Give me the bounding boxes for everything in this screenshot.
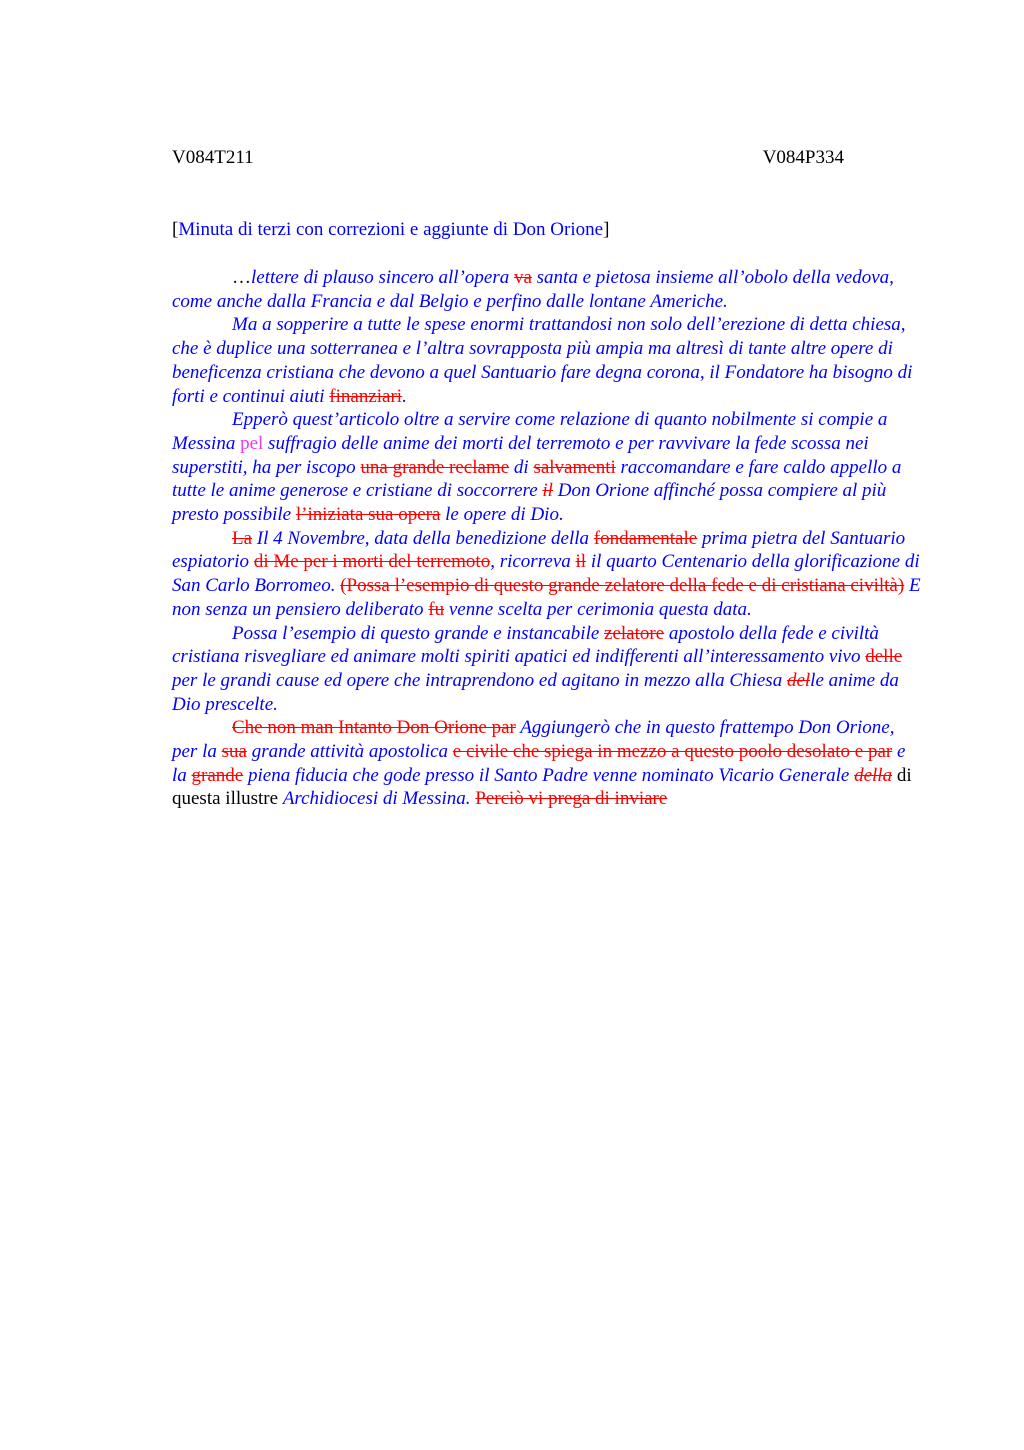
paragraph-4 xyxy=(172,527,924,622)
document-body xyxy=(172,266,924,811)
ellipsis: … xyxy=(232,267,251,288)
highlighted-word: pel xyxy=(240,432,264,454)
deleted-text: Perciò vi prega di inviare xyxy=(475,788,668,810)
deleted-text: (Possa l’esempio di questo grande zelatore della fede e di cristiana civiltà) xyxy=(340,575,905,597)
deleted-text: di Me per i morti del terremoto xyxy=(253,551,491,573)
paragraph-2 xyxy=(172,313,924,408)
inserted-text: raccomandare e fare caldo appello a tutte le anime generose e cristiane di soccorrere xyxy=(172,456,902,502)
inserted-text: le opere di Dio. xyxy=(440,504,564,526)
deleted-text: grande xyxy=(191,764,244,786)
deleted-text: zelatore xyxy=(604,622,665,644)
deleted-text: fu xyxy=(428,598,445,620)
inserted-text: , ricorreva xyxy=(490,551,576,573)
inserted-text: Aggiungerò che in questo frattempo Don Orione, per la xyxy=(172,717,895,763)
inserted-text: apostolo della fede e civiltà cristiana risvegliare ed animare molti spiriti apatici ed indifferenti all’interessamento vivo xyxy=(172,622,879,668)
inserted-text: grande attività apostolica xyxy=(246,741,453,763)
deleted-text: finanziari xyxy=(329,385,403,407)
deleted-text: della xyxy=(854,764,893,786)
inserted-text: . xyxy=(402,385,407,407)
inserted-text: santa e pietosa insieme all’obolo della vedova, come anche dalla Francia e dal Belgio e perfino dalle lontane Americhe. xyxy=(172,267,894,312)
inserted-text: prima pietra del Santuario espiatorio xyxy=(172,527,906,573)
inserted-text: il quarto Centenario della glorificazione di San Carlo Borromeo. xyxy=(172,551,920,597)
deleted-text: va xyxy=(513,267,532,288)
inserted-text: per le grandi cause ed opere che intraprendono ed agitano in mezzo alla Chiesa xyxy=(172,669,787,691)
inserted-text: e la xyxy=(172,741,906,786)
deleted-text: del xyxy=(786,669,811,691)
inserted-text: Don Orione affinché possa compiere al più presto possibile xyxy=(172,480,887,526)
note-text: Minuta di terzi con correzioni e aggiunte di Don Orione xyxy=(178,219,604,240)
deleted-text: il xyxy=(542,480,553,502)
deleted-text: l’iniziata sua opera xyxy=(295,504,441,526)
inserted-text: venne scelta per cerimonia questa data. xyxy=(444,598,752,620)
deleted-text: Che non man Intanto Don Orione par xyxy=(232,717,516,739)
document-code-left: V084T211 xyxy=(172,147,254,168)
inserted-text: Possa l’esempio di questo grande e instancabile xyxy=(232,622,605,644)
deleted-text: salvamenti xyxy=(533,456,616,478)
inserted-text: di xyxy=(509,456,534,478)
note-bracket-close: ] xyxy=(603,219,610,240)
deleted-text: fondamentale xyxy=(593,527,698,549)
paragraph-3 xyxy=(172,408,924,527)
paragraph-6 xyxy=(172,716,924,811)
inserted-text: E non senza un pensiero deliberato xyxy=(172,575,921,620)
inserted-text: le anime da Dio prescelte. xyxy=(172,669,899,715)
inserted-text: piena fiducia che gode presso il Santo Padre venne nominato Vicario Generale xyxy=(243,764,855,786)
deleted-text: e civile che spiega in mezzo a questo poolo desolato e par xyxy=(452,741,893,763)
deleted-text: una grande reclame xyxy=(360,456,510,478)
inserted-text: Archidiocesi di Messina. xyxy=(282,788,471,810)
paragraph-1 xyxy=(172,266,924,313)
deleted-text: delle xyxy=(865,646,903,668)
note-bracket-open: [ xyxy=(172,219,179,240)
deleted-text: il xyxy=(575,551,587,573)
deleted-text: sua xyxy=(221,741,247,763)
paragraph-5 xyxy=(172,622,924,717)
document-code-right: V084P334 xyxy=(762,147,844,168)
inserted-text: Il 4 Novembre, data della benedizione della xyxy=(252,527,594,549)
inserted-text: Epperò quest’articolo oltre a servire come relazione di quanto nobilmente si compie a Messina xyxy=(172,409,888,454)
inserted-text: suffragio delle anime dei morti del terremoto e per ravvivare la fede scossa nei superstiti, ha per iscopo xyxy=(172,432,869,478)
plain-text: di questa illustre xyxy=(172,764,912,810)
inserted-text: Ma a sopperire a tutte le spese enormi trattandosi non solo dell’erezione di detta chiesa, che è duplice una sotterranea e l’altra sovrapposta più ampia ma altresì di tante altre opere di beneficenza cristiana che devono a quel Santuario fare degna corona, il Fondatore ha bisogno di forti e continui aiuti xyxy=(172,314,913,407)
deleted-text: La xyxy=(232,527,253,549)
document-header xyxy=(172,147,844,169)
inserted-text: lettere di plauso sincero all’opera xyxy=(251,267,514,288)
editorial-note xyxy=(172,218,609,242)
